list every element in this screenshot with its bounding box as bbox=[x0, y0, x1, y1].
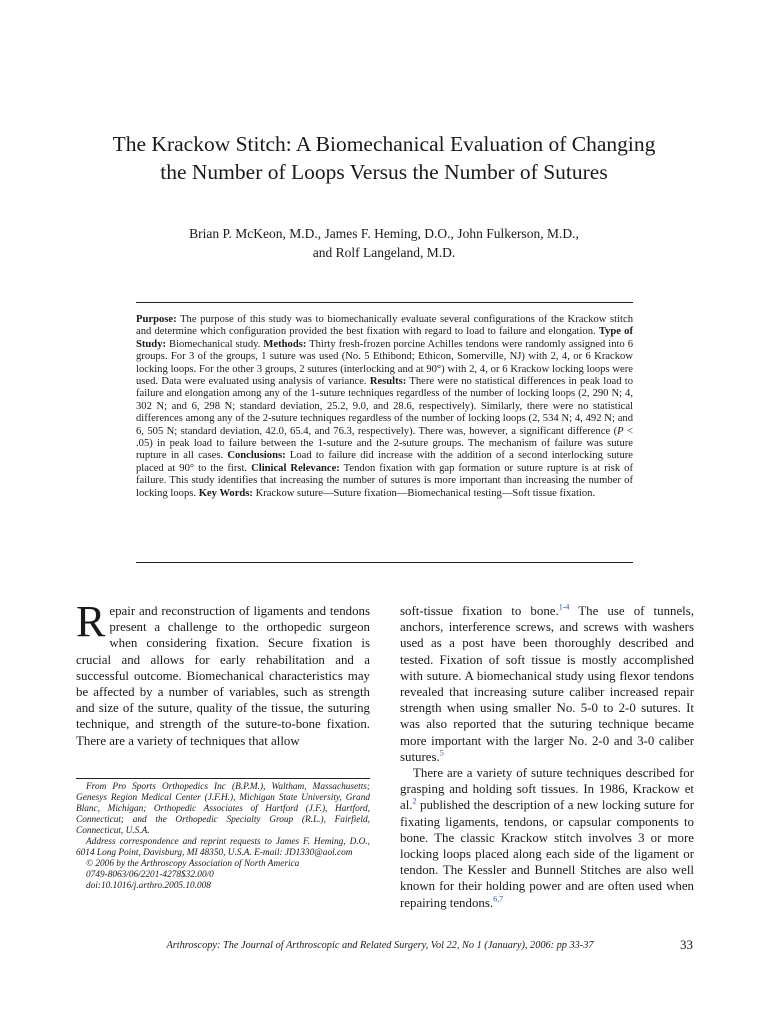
citation-link[interactable]: 6,7 bbox=[493, 894, 504, 904]
methods-text: Thirty fresh-frozen porcine Achilles tendons were randomly assigned into 6 groups. For 3 of the groups, 1 suture was used (No. 5 Ethibond; Ethicon, Somerville, NJ) with 2, 4, or 6 Krackow locking loops. For the other 3 groups, 2 sutures (interlocking and at 90°) with 2, 4, or 6 Krackow locking loops were used. Data were evaluated using analysis of variance. bbox=[136, 338, 633, 388]
key-words-label: Key Words: bbox=[198, 487, 253, 499]
results-text: There were no statistical differences in peak load to failure and elongation among any of the 1-suture techniques regardless of the number of locking loops (2, 290 N; 4, 302 N; and 6, 298 N; standard deviation, 25.2, 9.0, and 28.6, respectively). Similarly, there were no statistical differences among any of the 2-suture techniques regardless of the number of locking loops (2, 534 N; 4, 492 N; and 6, 505 N; standard deviation, 42.0, 65.4, and 76.3, respectively). There was, however, a significant difference ( bbox=[136, 376, 633, 437]
citation-link[interactable]: 5 bbox=[439, 748, 444, 758]
footnotes bbox=[76, 782, 370, 892]
doi-line: doi:10.1016/j.arthro.2005.10.008 bbox=[86, 881, 211, 891]
results-text-continued: < .05) in peak load to failure between the 1-suture and the 2-suture groups. The mechanism of failure was suture rupture in all cases. bbox=[136, 425, 633, 462]
authors-line-2: and Rolf Langeland, M.D. bbox=[312, 245, 456, 260]
issn-line: 0749-8063/06/2201-4278$32.00/0 bbox=[86, 870, 214, 880]
drop-cap: R bbox=[76, 597, 106, 646]
abstract-bottom-rule bbox=[136, 562, 633, 563]
authors-line-1: Brian P. McKeon, M.D., James F. Heming, D.O., John Fulkerson, M.D., bbox=[189, 226, 579, 241]
p-value-symbol: P bbox=[617, 425, 624, 437]
conclusions-label: Conclusions: bbox=[227, 450, 286, 462]
copyright-line: © 2006 by the Arthroscopy Association of North America bbox=[86, 859, 300, 869]
footnote-rule bbox=[76, 778, 370, 779]
body-column-right bbox=[400, 603, 694, 911]
journal-running-footer: Arthroscopy: The Journal of Arthroscopic and Related Surgery, Vol 22, No 1 (January), 2006: pp 33-37 bbox=[166, 940, 594, 951]
clinical-relevance-label: Clinical Relevance: bbox=[251, 462, 340, 474]
article-title bbox=[40, 130, 728, 186]
abstract bbox=[136, 314, 633, 500]
methods-label: Methods: bbox=[263, 338, 307, 350]
paragraph-1-text-continued: The use of tunnels, anchors, interference screws, and screws with washers used as a post have been thoroughly described and tested. Fixation of soft tissue is mostly accomplished with suture. A biomechanical study using flexor tendons revealed that increasing suture caliber increased repair strength when using smaller No. 5-0 to 2-0 sutures. It was also reported that the suturing technique became more important with the larger No. 2-0 and 3-0 caliber sutures. bbox=[400, 604, 694, 764]
clinical-relevance-text: Tendon fixation with gap formation or suture rupture is at risk of failure. This study identifies that increasing the number of sutures is more important than increasing the number of locking loops. bbox=[136, 462, 633, 499]
title-line-2: the Number of Loops Versus the Number of Sutures bbox=[160, 160, 608, 184]
type-of-study-text: Biomechanical study. bbox=[166, 338, 264, 350]
paragraph-2-text-continued: published the description of a new locking suture for fixating ligaments, tendons, or capsular components to bone. The classic Krackow stitch involves 3 or more locking loops placed along each side of the ligament or tendon. The Kessler and Bunnell Stitches are also well known for their holding power and are often used when repairing tendons. bbox=[400, 798, 694, 910]
purpose-label: Purpose: bbox=[136, 314, 177, 325]
author-list bbox=[40, 224, 728, 262]
key-words-text: Krackow suture—Suture fixation—Biomechanical testing—Soft tissue fixation. bbox=[252, 487, 596, 499]
intro-text: epair and reconstruction of ligaments and tendons present a challenge to the orthopedic surgeon when considering fixation. Secure fixation is crucial and allows for early rehabilitation and a successful outcome. Biomechanical characteristics may be affected by a number of variables, such as strength and size of the suture, quality of the tissue, the suturing technique, and strength of the suture-to-bone fixation. There are a variety of techniques that allow bbox=[76, 604, 370, 748]
type-of-study-label: Type of Study: bbox=[136, 326, 633, 350]
paragraph-1-text: soft-tissue fixation to bone. bbox=[400, 604, 559, 618]
citation-link[interactable]: 2 bbox=[412, 797, 417, 807]
purpose-text: The purpose of this study was to biomechanically evaluate several configurations of the Krackow stitch and determine which configuration provided the best fixation with regard to load to failure and elongation. bbox=[136, 314, 633, 338]
citation-link[interactable]: 1-4 bbox=[558, 602, 570, 612]
intro-paragraph bbox=[76, 597, 370, 749]
correspondence-footnote: Address correspondence and reprint requests to James F. Heming, D.O., 6014 Long Point, Davisburg, MI 48350, U.S.A. E-mail: JD1330@aol.com bbox=[76, 837, 370, 858]
body-paragraph-2 bbox=[400, 765, 694, 911]
affiliation-footnote: From Pro Sports Orthopedics Inc (B.P.M.), Waltham, Massachusetts; Genesys Region Medical Center (J.F.H.), Michigan State University, Grand Blanc, Michigan; Orthopedic Associates of Hartford (J.F.), Hartford, Connecticut; and the Orthopedic Specialty Group (R.L.), Fairfield, Connecticut, U.S.A. bbox=[76, 782, 370, 836]
results-label: Results: bbox=[369, 376, 407, 388]
page-number: 33 bbox=[680, 937, 693, 952]
paragraph-2-text: There are a variety of suture techniques described for grasping and holding soft tissues. In 1986, Krackow et al. bbox=[400, 766, 694, 813]
title-line-1: The Krackow Stitch: A Biomechanical Evaluation of Changing bbox=[112, 132, 656, 156]
abstract-top-rule bbox=[136, 302, 633, 303]
conclusions-text: Load to failure did increase with the addition of a second interlocking suture placed at 90° to the first. bbox=[136, 450, 633, 474]
body-column-left bbox=[76, 597, 370, 749]
body-paragraph-1 bbox=[400, 603, 694, 765]
